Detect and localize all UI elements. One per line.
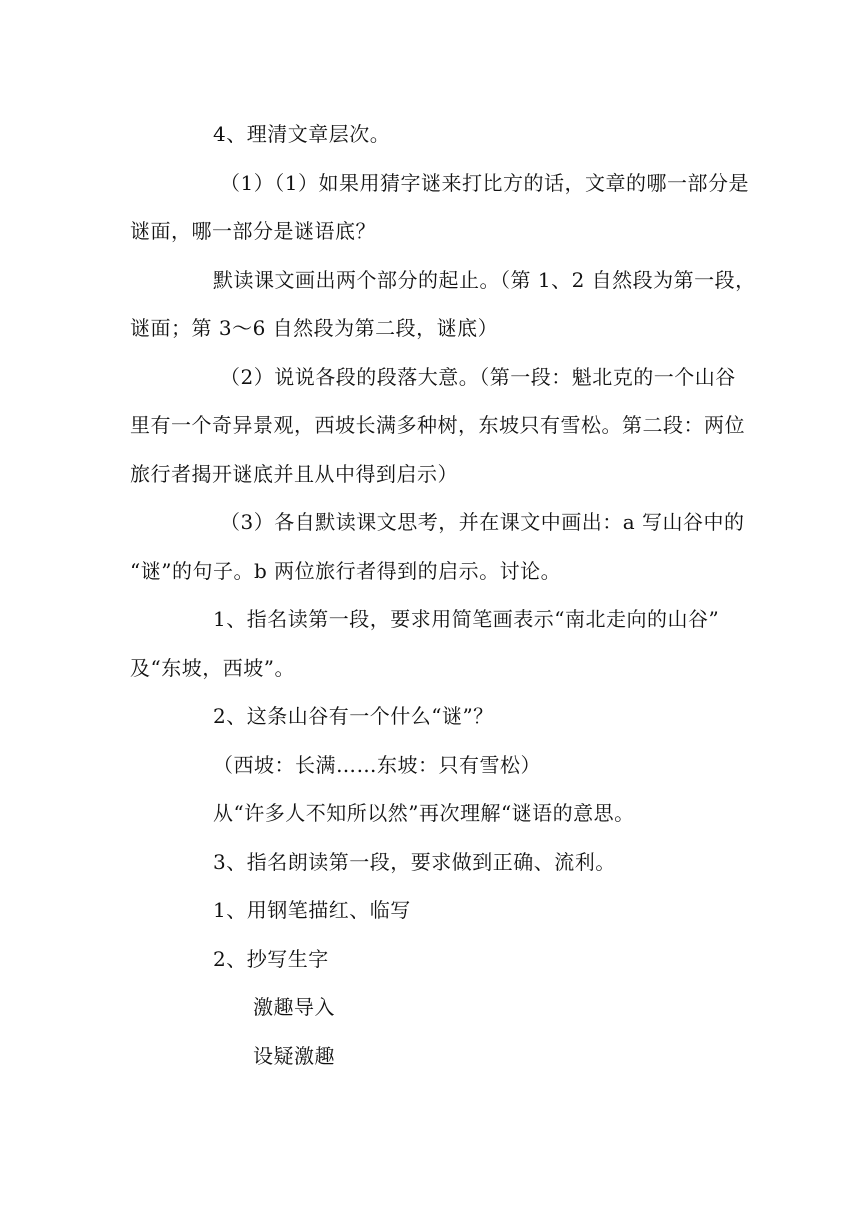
paragraph-line: 2、抄写生字 xyxy=(213,947,329,971)
paragraph-line: （2）说说各段的段落大意。（第一段：魁北克的一个山谷 xyxy=(220,365,736,389)
paragraph-line: 谜面；第 3～6 自然段为第二段，谜底） xyxy=(130,316,499,340)
paragraph-line: 里有一个奇异景观，西坡长满多种树，东坡只有雪松。第二段：两位 xyxy=(130,413,745,437)
paragraph-line: （3）各自默读课文思考，并在课文中画出：a 写山谷中的 xyxy=(220,510,745,534)
paragraph-line: 1、指名读第一段，要求用简笔画表示“南北走向的山谷” xyxy=(213,607,720,631)
paragraph-line: 设疑激趣 xyxy=(253,1044,335,1068)
paragraph-line: 旅行者揭开谜底并且从中得到启示） xyxy=(130,462,458,486)
paragraph-line: 激趣导入 xyxy=(253,995,335,1019)
paragraph-line: “谜”的句子。b 两位旅行者得到的启示。讨论。 xyxy=(130,559,562,583)
paragraph-line: 3、指名朗读第一段，要求做到正确、流利。 xyxy=(213,850,616,874)
paragraph-line: 2、这条山谷有一个什么“谜”？ xyxy=(213,704,494,728)
section-heading-structure: 4、理清文章层次。 xyxy=(213,122,391,146)
paragraph-line: 默读课文画出两个部分的起止。（第 1、2 自然段为第一段， xyxy=(213,268,756,292)
paragraph-line: （西坡：长满……东坡：只有雪松） xyxy=(213,753,541,777)
paragraph-line: 及“东坡，西坡”。 xyxy=(130,656,295,680)
paragraph-line: （1）（1）如果用猜字谜来打比方的话，文章的哪一部分是 xyxy=(220,171,749,195)
paragraph-line: 谜面，哪一部分是谜语底？ xyxy=(130,219,376,243)
paragraph-line: 1、用钢笔描红、临写 xyxy=(213,898,411,922)
paragraph-line: 从“许多人不知所以然”再次理解“谜语的意思。 xyxy=(213,801,635,825)
